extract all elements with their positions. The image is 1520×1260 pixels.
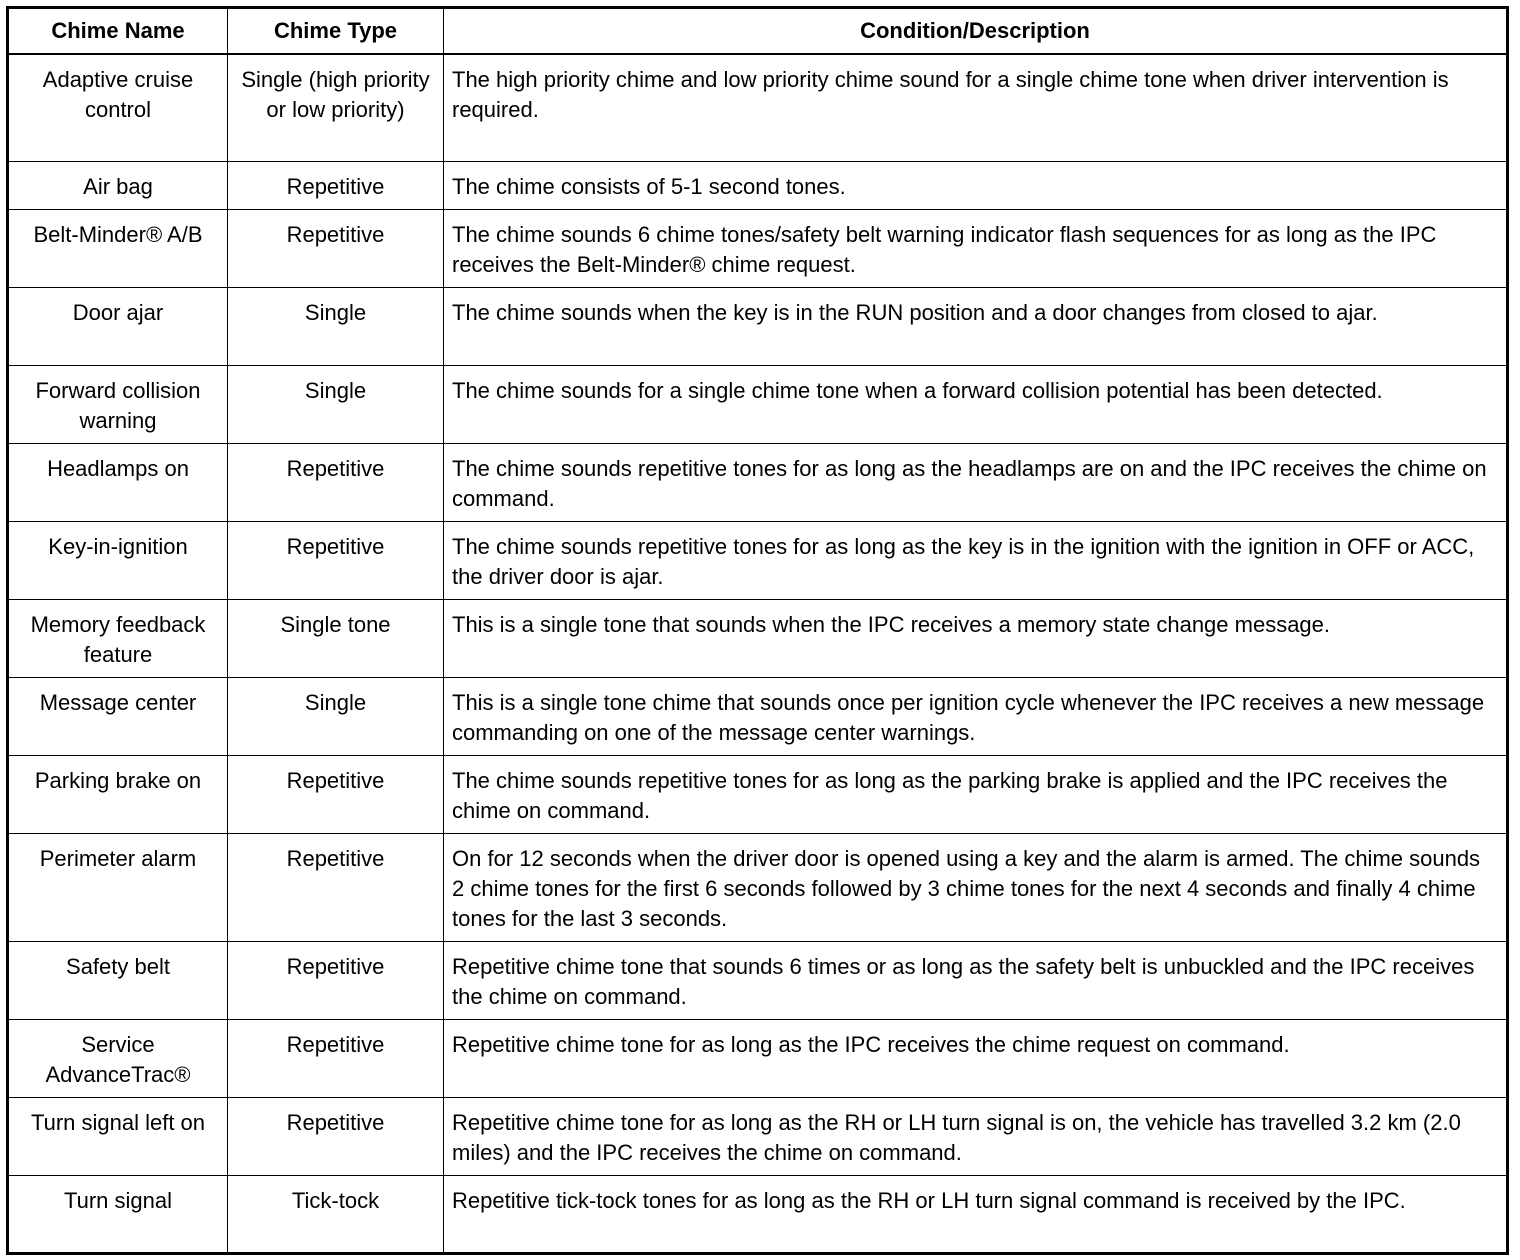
cell-chime-type: Single — [228, 366, 444, 444]
cell-condition-description: The high priority chime and low priority chime sound for a single chime tone when driver intervention is required. — [444, 54, 1508, 162]
cell-chime-type: Repetitive — [228, 756, 444, 834]
cell-chime-type: Repetitive — [228, 834, 444, 942]
cell-condition-description: Repetitive chime tone for as long as the RH or LH turn signal is on, the vehicle has travelled 3.2 km (2.0 miles) and the IPC receives the chime on command. — [444, 1098, 1508, 1176]
cell-chime-name: Belt-Minder® A/B — [8, 210, 228, 288]
cell-chime-name: Forward collision warning — [8, 366, 228, 444]
cell-condition-description: The chime sounds 6 chime tones/safety belt warning indicator flash sequences for as long as the IPC receives the Belt-Minder® chime request. — [444, 210, 1508, 288]
table-row — [8, 162, 1508, 210]
cell-condition-description: The chime sounds for a single chime tone when a forward collision potential has been detected. — [444, 366, 1508, 444]
cell-condition-description: This is a single tone chime that sounds once per ignition cycle whenever the IPC receives a new message commanding on one of the message center warnings. — [444, 678, 1508, 756]
cell-chime-name: Message center — [8, 678, 228, 756]
cell-chime-type: Repetitive — [228, 1020, 444, 1098]
cell-chime-type: Single — [228, 288, 444, 366]
cell-condition-description: Repetitive chime tone for as long as the IPC receives the chime request on command. — [444, 1020, 1508, 1098]
cell-chime-name: Turn signal — [8, 1176, 228, 1254]
cell-chime-name: Service AdvanceTrac® — [8, 1020, 228, 1098]
cell-chime-name: Safety belt — [8, 942, 228, 1020]
cell-chime-name: Door ajar — [8, 288, 228, 366]
table-row — [8, 54, 1508, 162]
cell-chime-type: Repetitive — [228, 1098, 444, 1176]
cell-condition-description: The chime sounds repetitive tones for as long as the parking brake is applied and the IPC receives the chime on command. — [444, 756, 1508, 834]
cell-chime-type: Tick-tock — [228, 1176, 444, 1254]
cell-chime-type: Repetitive — [228, 444, 444, 522]
header-row — [8, 8, 1508, 54]
cell-chime-type: Single tone — [228, 600, 444, 678]
table-row — [8, 288, 1508, 366]
cell-chime-type: Repetitive — [228, 162, 444, 210]
cell-chime-name: Headlamps on — [8, 444, 228, 522]
table-row — [8, 942, 1508, 1020]
cell-chime-name: Key-in-ignition — [8, 522, 228, 600]
cell-chime-type: Single — [228, 678, 444, 756]
cell-condition-description: On for 12 seconds when the driver door is opened using a key and the alarm is armed. The chime sounds 2 chime tones for the first 6 seconds followed by 3 chime tones for the next 4 seconds and finally 4 chime tones for the last 3 seconds. — [444, 834, 1508, 942]
table-row — [8, 210, 1508, 288]
cell-condition-description: Repetitive tick-tock tones for as long as the RH or LH turn signal command is received by the IPC. — [444, 1176, 1508, 1254]
header-condition-description: Condition/Description — [444, 8, 1508, 54]
cell-condition-description: Repetitive chime tone that sounds 6 times or as long as the safety belt is unbuckled and the IPC receives the chime on command. — [444, 942, 1508, 1020]
cell-condition-description: This is a single tone that sounds when the IPC receives a memory state change message. — [444, 600, 1508, 678]
table-row — [8, 834, 1508, 942]
cell-chime-name: Perimeter alarm — [8, 834, 228, 942]
table-row — [8, 1020, 1508, 1098]
table-header — [8, 8, 1508, 54]
cell-condition-description: The chime sounds repetitive tones for as long as the headlamps are on and the IPC receives the chime on command. — [444, 444, 1508, 522]
cell-chime-type: Single (high priority or low priority) — [228, 54, 444, 162]
chime-table — [6, 6, 1509, 1255]
cell-chime-type: Repetitive — [228, 522, 444, 600]
header-chime-type: Chime Type — [228, 8, 444, 54]
cell-chime-type: Repetitive — [228, 942, 444, 1020]
table-row — [8, 522, 1508, 600]
header-chime-name: Chime Name — [8, 8, 228, 54]
table-row — [8, 366, 1508, 444]
cell-chime-name: Parking brake on — [8, 756, 228, 834]
table-row — [8, 678, 1508, 756]
table-row — [8, 600, 1508, 678]
cell-chime-name: Memory feedback feature — [8, 600, 228, 678]
cell-chime-name: Adaptive cruise control — [8, 54, 228, 162]
table-body — [8, 54, 1508, 1254]
table-row — [8, 444, 1508, 522]
cell-condition-description: The chime sounds when the key is in the RUN position and a door changes from closed to ajar. — [444, 288, 1508, 366]
cell-condition-description: The chime consists of 5-1 second tones. — [444, 162, 1508, 210]
table-row — [8, 756, 1508, 834]
cell-condition-description: The chime sounds repetitive tones for as long as the key is in the ignition with the ignition in OFF or ACC, the driver door is ajar. — [444, 522, 1508, 600]
cell-chime-name: Turn signal left on — [8, 1098, 228, 1176]
cell-chime-type: Repetitive — [228, 210, 444, 288]
table-row — [8, 1098, 1508, 1176]
cell-chime-name: Air bag — [8, 162, 228, 210]
table-row — [8, 1176, 1508, 1254]
